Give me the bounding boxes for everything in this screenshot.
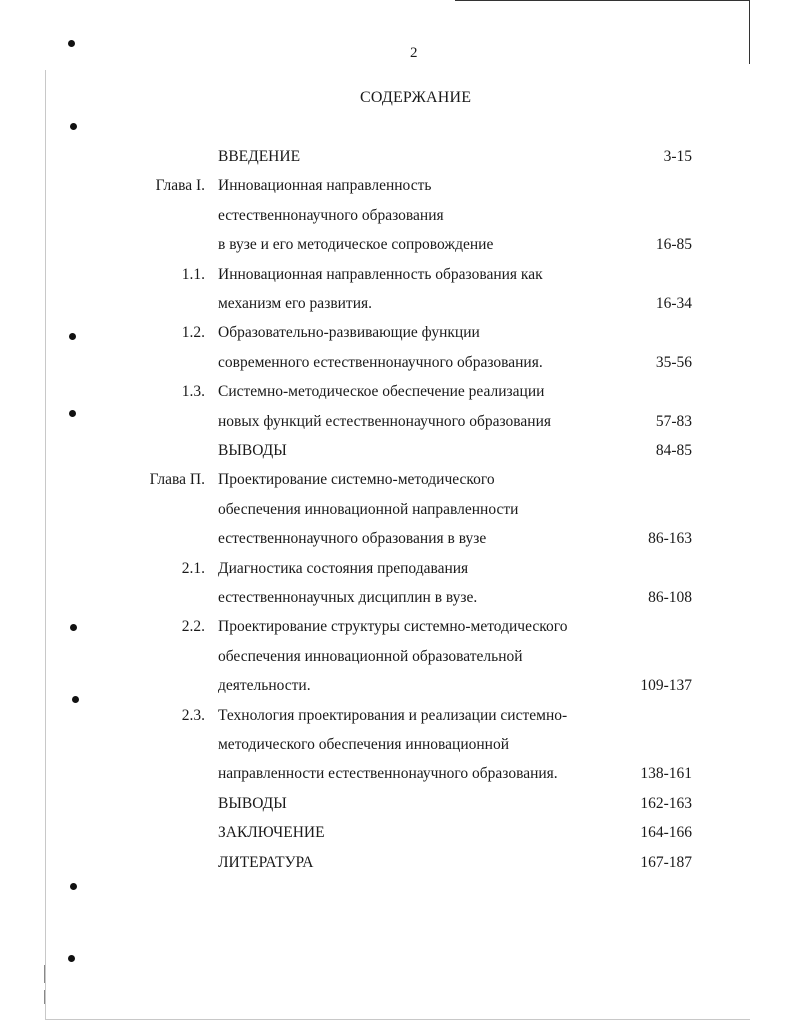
toc-entry-title: естественнонаучного образования в вузе: [218, 530, 487, 547]
toc-entry-number: [5, 763, 205, 785]
toc-entry-number: 2.2.: [181, 618, 205, 635]
toc-entry-pages: 86-108: [648, 589, 692, 606]
toc-entry-number: 2.1.: [181, 560, 205, 577]
toc-entry-title: ВЫВОДЫ: [218, 442, 287, 459]
toc-entry-number: [5, 234, 205, 256]
toc-entry-number: [5, 352, 205, 374]
binding-hole-icon: [70, 123, 77, 130]
toc-entry-title: естественнонаучного образования: [218, 207, 444, 224]
toc-entry-title: ЗАКЛЮЧЕНИЕ: [218, 824, 325, 841]
frame-right-border: [749, 0, 750, 64]
toc-entry-pages: [612, 646, 692, 668]
toc-entry-pages: 109-137: [640, 677, 692, 694]
toc-entry-number: [5, 205, 205, 227]
toc-entry-title: новых функций естественнонаучного образования: [218, 413, 552, 430]
toc-entry-pages: [612, 205, 692, 227]
toc-entry-number: [5, 499, 205, 521]
binding-hole-icon: [72, 696, 79, 703]
toc-entry-pages: [612, 734, 692, 756]
toc-entry-number: [5, 734, 205, 756]
toc-entry-pages: [612, 175, 692, 197]
toc-entry-number: Глава I.: [155, 177, 205, 194]
toc-entry-pages: 16-85: [655, 236, 692, 253]
toc-entry-title: естественнонаучных дисциплин в вузе.: [218, 589, 478, 606]
toc-entry-number: [5, 411, 205, 433]
toc-entry-title: Инновационная направленность: [218, 177, 432, 194]
toc-entry-title: Инновационная направленность образования как: [218, 266, 543, 283]
toc-entry-title: ВВЕДЕНИЕ: [218, 148, 301, 165]
frame-top-border: [455, 0, 750, 1]
toc-entry-title: деятельности.: [218, 677, 311, 694]
toc-entry-pages: 162-163: [640, 795, 692, 812]
binding-hole-icon: [68, 40, 75, 47]
toc-entry-number: 1.1.: [181, 266, 205, 283]
toc-entry-title: обеспечения инновационной направленности: [218, 501, 519, 518]
toc-entry-title: современного естественнонаучного образования.: [218, 354, 543, 371]
toc-entry-number: [5, 852, 205, 874]
binding-hole-icon: [70, 883, 77, 890]
toc-entry-number: [5, 528, 205, 550]
toc-entry-pages: 84-85: [655, 442, 692, 459]
toc-entry-pages: [612, 705, 692, 727]
toc-entry-number: [5, 146, 205, 168]
toc-entry-number: [5, 440, 205, 462]
toc-entry-title: методического обеспечения инновационной: [218, 736, 510, 753]
toc-entry-pages: [612, 322, 692, 344]
binding-hole-icon: [68, 955, 75, 962]
toc-entry-pages: 3-15: [663, 148, 692, 165]
toc-entry-pages: [612, 499, 692, 521]
toc-entry-title: Диагностика состояния преподавания: [218, 560, 469, 577]
toc-entry-title: ВЫВОДЫ: [218, 795, 287, 812]
toc-entry-number: [5, 293, 205, 315]
toc-entry-title: в вузе и его методическое сопровождение: [218, 236, 494, 253]
toc-entry-pages: [612, 558, 692, 580]
toc-entry-number: [5, 793, 205, 815]
toc-entry-pages: 86-163: [648, 530, 692, 547]
toc-entry-pages: [612, 616, 692, 638]
toc-entry-title: механизм его развития.: [218, 295, 373, 312]
toc-entry-number: 1.2.: [181, 324, 205, 341]
toc-entry-title: направленности естественнонаучного образования.: [218, 765, 558, 782]
toc-entry-pages: 35-56: [655, 354, 692, 371]
toc-entry-pages: 138-161: [640, 765, 692, 782]
edge-mark: [44, 990, 45, 1004]
toc-entry-number: 1.3.: [181, 383, 205, 400]
page-number: 2: [410, 45, 418, 61]
toc-entry-title: Образовательно-развивающие функции: [218, 324, 480, 341]
page-title: СОДЕРЖАНИЕ: [360, 89, 472, 106]
toc-entry-pages: 167-187: [640, 854, 692, 871]
toc-entry-pages: [612, 469, 692, 491]
toc-entry-pages: 16-34: [655, 295, 692, 312]
frame-bottom-border: [45, 1019, 750, 1020]
toc-entry-pages: [612, 381, 692, 403]
edge-mark: [44, 965, 45, 983]
toc-entry-pages: 57-83: [655, 413, 692, 430]
toc-entry-number: Глава П.: [149, 471, 205, 488]
toc-entry-number: [5, 587, 205, 609]
toc-entry-number: [5, 822, 205, 844]
toc-entry-number: [5, 646, 205, 668]
toc-entry-number: 2.3.: [181, 707, 205, 724]
toc-entry-title: Технология проектирования и реализации системно-: [218, 707, 568, 724]
toc-entry-number: [5, 675, 205, 697]
toc-entry-title: ЛИТЕРАТУРА: [218, 854, 314, 871]
toc-entry-title: Проектирование системно-методического: [218, 471, 495, 488]
toc-entry-title: обеспечения инновационной образовательной: [218, 648, 523, 665]
toc-entry-pages: 164-166: [640, 824, 692, 841]
toc-entry-title: Проектирование структуры системно-методического: [218, 618, 568, 635]
toc-entry-pages: [612, 264, 692, 286]
toc-entry-title: Системно-методическое обеспечение реализации: [218, 383, 545, 400]
